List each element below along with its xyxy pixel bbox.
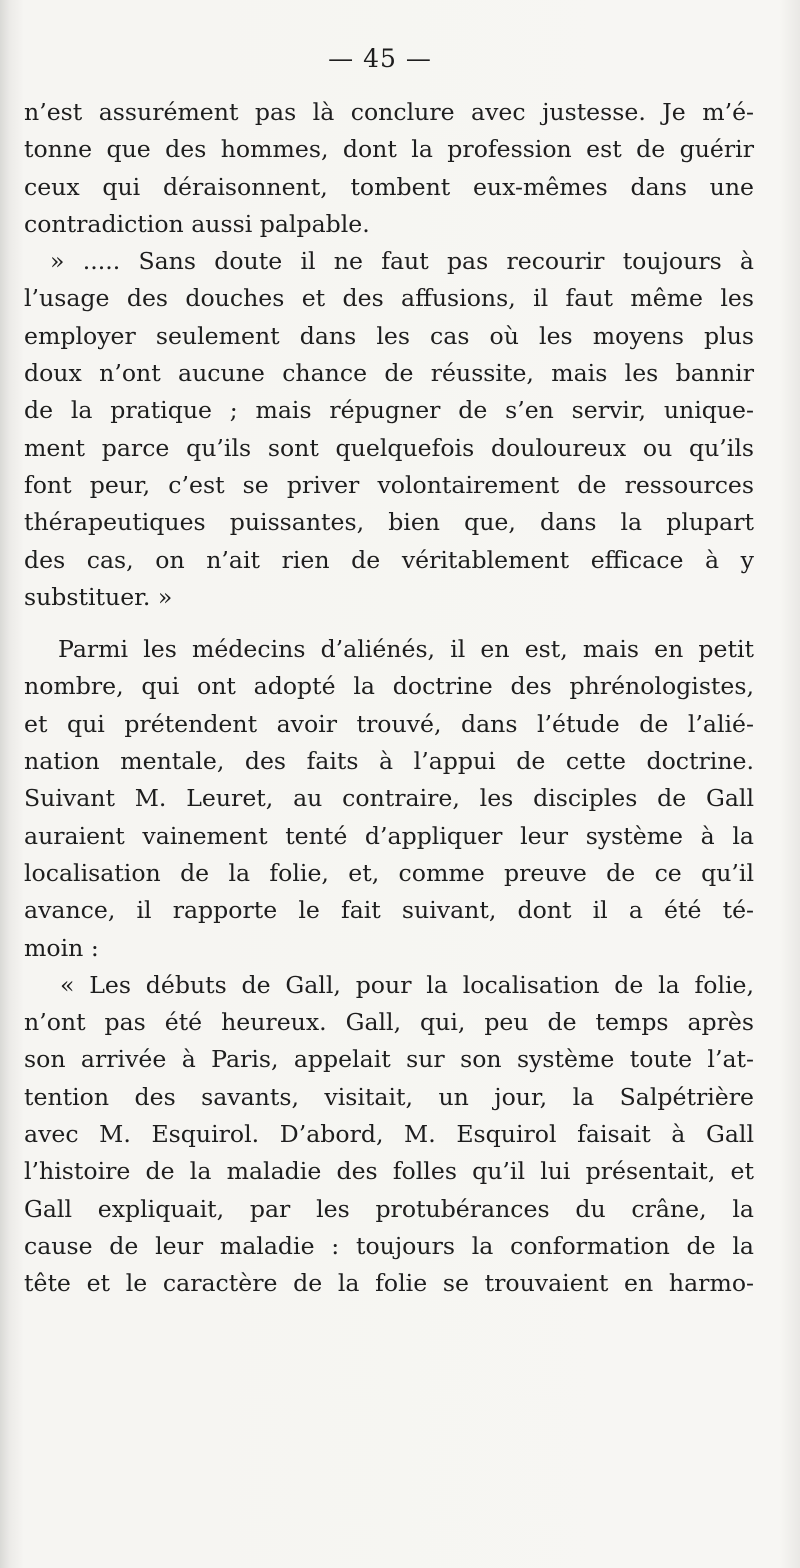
paragraph-3 [24, 631, 754, 967]
text-line: ceux qui déraisonnent, tombent eux-mêmes dans une [24, 172, 754, 201]
text-line: ment parce qu’ils sont quelquefois douloureux ou qu’ils [24, 433, 754, 462]
paragraph-2 [24, 243, 754, 616]
text-line: « Les débuts de Gall, pour la localisation de la folie, [60, 970, 754, 999]
text-line: son arrivée à Paris, appelait sur son système toute l’at- [24, 1045, 754, 1074]
text-line: l’usage des douches et des affusions, il faut même les [24, 284, 754, 313]
page-text [24, 94, 754, 1303]
text-line: localisation de la folie, et, comme preuve de ce qu’il [24, 858, 754, 887]
text-line: n’ont pas été heureux. Gall, qui, peu de temps après [24, 1008, 754, 1037]
text-line: avance, il rapporte le fait suivant, dont il a été té- [24, 896, 754, 925]
page-number: — 45 — [328, 44, 432, 73]
text-line: font peur, c’est se priver volontairement de ressources [24, 470, 754, 499]
text-line: Parmi les médecins d’aliénés, il en est, mais en petit [58, 635, 754, 664]
text-line: avec M. Esquirol. D’abord, M. Esquirol faisait à Gall [24, 1120, 754, 1149]
text-line: cause de leur maladie : toujours la conformation de la [24, 1231, 754, 1260]
text-line: nation mentale, des faits à l’appui de cette doctrine. [24, 747, 754, 776]
text-line: Suivant M. Leuret, au contraire, les disciples de Gall [24, 784, 754, 813]
text-line: l’histoire de la maladie des folles qu’il lui présentait, et [24, 1157, 754, 1186]
text-line: employer seulement dans les cas où les moyens plus [24, 321, 754, 350]
text-line: de la pratique ; mais répugner de s’en servir, unique- [24, 396, 754, 425]
text-line: des cas, on n’ait rien de véritablement efficace à y [24, 545, 754, 574]
text-line: tonne que des hommes, dont la profession est de guérir [24, 135, 754, 164]
text-line: thérapeutiques puissantes, bien que, dans la plupart [24, 508, 754, 537]
text-line: Gall expliquait, par les protubérances du crâne, la [24, 1194, 754, 1223]
text-line: tête et le caractère de la folie se trouvaient en harmo- [24, 1269, 754, 1298]
text-line: substituer. » [24, 582, 173, 611]
text-line: doux n’ont aucune chance de réussite, mais les bannir [24, 359, 754, 388]
text-line: nombre, qui ont adopté la doctrine des phrénologistes, [24, 672, 754, 701]
paragraph-4 [24, 967, 754, 1303]
text-line: » ..... Sans doute il ne faut pas recourir toujours à [50, 247, 754, 276]
text-line: n’est assurément pas là conclure avec justesse. Je m’é- [24, 98, 754, 126]
text-line: auraient vainement tenté d’appliquer leur système à la [24, 821, 754, 850]
paragraph-1 [24, 94, 754, 243]
text-line: et qui prétendent avoir trouvé, dans l’étude de l’alié- [24, 709, 754, 738]
text-line: contradiction aussi palpable. [24, 209, 370, 238]
text-line: tention des savants, visitait, un jour, la Salpétrière [24, 1082, 754, 1111]
paragraph-gap [24, 616, 754, 631]
text-line: moin : [24, 933, 99, 962]
